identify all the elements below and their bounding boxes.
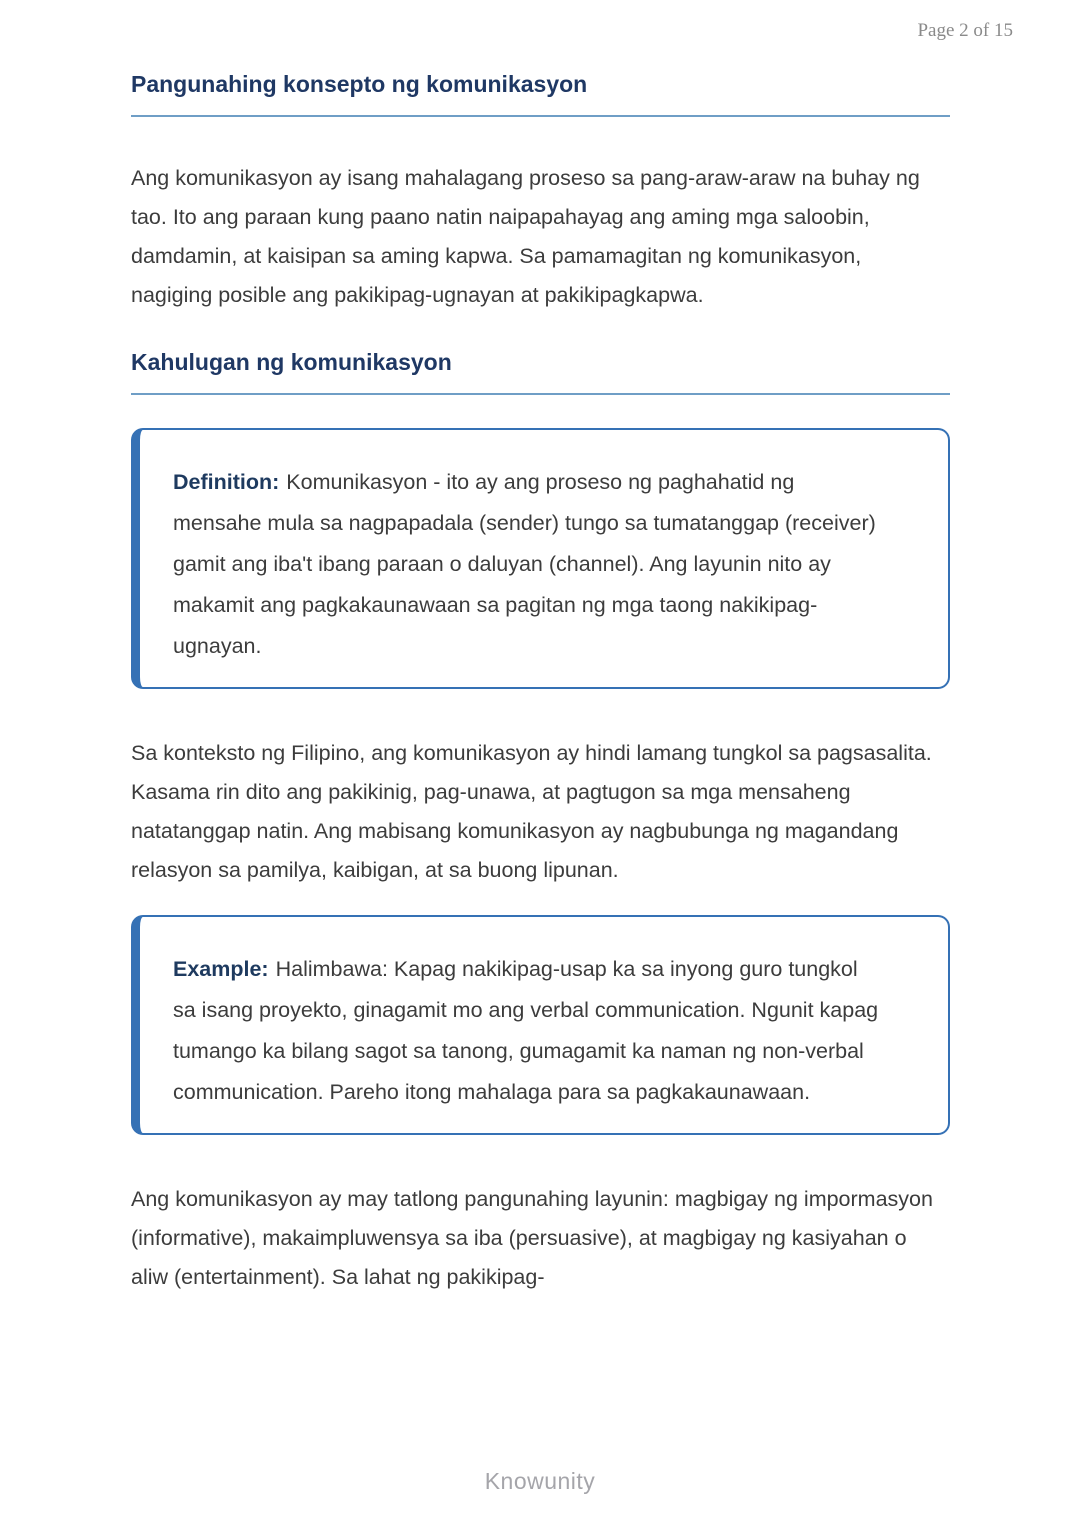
- definition-box-text: [173, 462, 882, 667]
- paragraph-intro: Ang komunikasyon ay isang mahalagang proseso sa pang-araw-araw na buhay ng tao. Ito ang paraan kung paano natin naipapahayag ang aming mga saloobin, damdamin, at kaisipan sa aming kapwa. Sa pamamagitan ng komunikasyon, nagiging posible ang pakikipag-ugnayan at pakikipagkapwa.: [131, 166, 920, 307]
- example-box: [131, 915, 950, 1135]
- section-heading-kahulugan: Kahulugan ng komunikasyon: [131, 348, 950, 395]
- definition-body: Komunikasyon - ito ay ang proseso ng paghahatid ng mensahe mula sa nagpapadala (sender) tungo sa tumatanggap (receiver) gamit ang iba't ibang paraan o daluyan (channel). Ang layunin nito ay makamit ang pagkakaunawaan sa pagitan ng mga taong nakikipag-ugnayan.: [173, 470, 876, 658]
- page-content: [131, 70, 950, 1297]
- paragraph-konteksto: Sa konteksto ng Filipino, ang komunikasyon ay hindi lamang tungkol sa pagsasalita. Kasama rin dito ang pakikinig, pag-unawa, at pagtugon sa mga mensaheng natatanggap natin. Ang mabisang komunikasyon ay nagbubunga ng magandang relasyon sa pamilya, kaibigan, at sa buong lipunan.: [131, 741, 932, 882]
- example-box-text: [173, 949, 882, 1113]
- example-label: Example:: [173, 957, 269, 981]
- page-number-indicator: Page 2 of 15: [917, 20, 1013, 41]
- definition-label: Definition:: [173, 470, 280, 494]
- footer-brand-knowunity: Knowunity: [484, 1468, 596, 1494]
- paragraph-layunin: Ang komunikasyon ay may tatlong pangunahing layunin: magbigay ng impormasyon (informative), makaimpluwensya sa iba (persuasive), at magbigay ng kasiyahan o aliw (entertainment). Sa lahat ng pakikipag-: [131, 1187, 933, 1289]
- section-heading-pangunahing-konsepto: Pangunahing konsepto ng komunikasyon: [131, 70, 950, 117]
- example-body: Halimbawa: Kapag nakikipag-usap ka sa inyong guro tungkol sa isang proyekto, ginagamit mo ang verbal communication. Ngunit kapag tumango ka bilang sagot sa tanong, gumagamit ka naman ng non-verbal communication. Pareho itong mahalaga para sa pagkakaunawaan.: [173, 957, 879, 1104]
- definition-box: [131, 428, 950, 689]
